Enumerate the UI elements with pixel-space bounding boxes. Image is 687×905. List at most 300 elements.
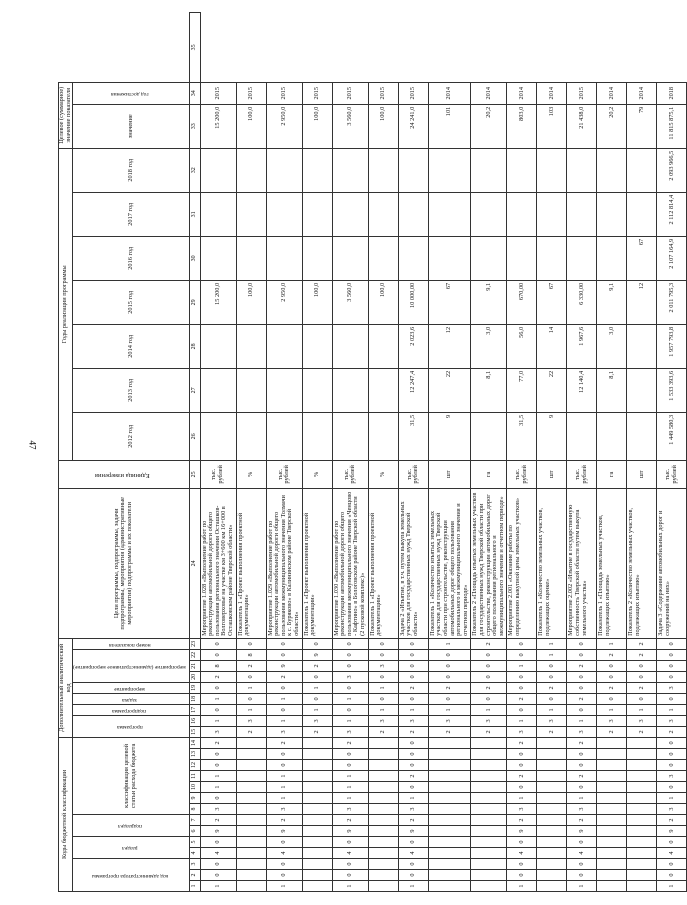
code-cell: 2: [236, 660, 266, 671]
column-number: 23: [189, 638, 200, 649]
code-cell: 3: [332, 804, 368, 815]
code-cell: 0: [200, 870, 236, 881]
code-cell: [627, 804, 657, 815]
sub-prog: программа: [73, 715, 189, 737]
table-row: [537, 13, 567, 892]
year-value-cell: [302, 148, 332, 192]
unit-cell: %: [368, 460, 398, 488]
column-number: 2: [189, 870, 200, 881]
code-cell: [302, 859, 332, 870]
code-cell: 0: [657, 671, 687, 682]
year-value-cell: [428, 148, 471, 192]
code-cell: 9: [266, 660, 302, 671]
code-cell: 1: [537, 638, 567, 649]
year-value-cell: [200, 148, 236, 192]
description-cell: Показатель 2 «Количество земельных участков, подлежащих изъятию»: [627, 488, 657, 638]
code-cell: 2: [657, 726, 687, 737]
code-cell: 0: [332, 837, 368, 848]
target-value-cell: 100,0: [302, 104, 332, 148]
year-value-cell: 1 533 393,6: [657, 368, 687, 412]
column-number: 7: [189, 815, 200, 826]
code-cell: 9: [657, 826, 687, 837]
code-cell: [428, 815, 471, 826]
code-cell: 0: [332, 760, 368, 771]
code-cell: 3: [657, 771, 687, 782]
year-value-cell: 12: [428, 324, 471, 368]
code-cell: [368, 804, 398, 815]
code-cell: [302, 749, 332, 760]
code-cell: [537, 870, 567, 881]
code-cell: 1: [657, 881, 687, 892]
code-cell: [368, 760, 398, 771]
code-cell: 1: [507, 881, 537, 892]
year-value-cell: 8,1: [597, 368, 627, 412]
code-cell: 0: [471, 660, 507, 671]
year-value-cell: [368, 236, 398, 280]
year-value-cell: [567, 412, 597, 460]
code-cell: 1: [398, 704, 428, 715]
code-cell: 2: [266, 815, 302, 826]
code-cell: [537, 815, 567, 826]
description-cell: Мероприятие 2.002 «Изъятие в государственную собственность Тверской области путем выкупа земельного участка»: [567, 488, 597, 638]
code-cell: 3: [657, 804, 687, 815]
code-cell: [537, 848, 567, 859]
sub-subprog: подпрограмма: [73, 704, 189, 715]
code-cell: 9: [332, 826, 368, 837]
year-value-cell: [236, 412, 266, 460]
code-cell: 2: [266, 737, 302, 748]
year-value-cell: 100,0: [368, 280, 398, 324]
code-cell: 0: [332, 870, 368, 881]
code-cell: 0: [428, 649, 471, 660]
column-number: 1: [189, 881, 200, 892]
code-cell: 2: [507, 737, 537, 748]
table-row: [627, 13, 657, 892]
description-cell: Мероприятие 2.001 «Оказание работы по определению выкупной цены земельных участков»: [507, 488, 537, 638]
year-value-cell: [368, 148, 398, 192]
code-cell: [236, 859, 266, 870]
code-cell: [597, 771, 627, 782]
code-cell: 9: [507, 826, 537, 837]
year-value-cell: [428, 236, 471, 280]
code-cell: 1: [597, 704, 627, 715]
code-cell: 2: [200, 671, 236, 682]
year-value-cell: 2 093 966,5: [657, 148, 687, 192]
code-cell: 2: [266, 671, 302, 682]
target-value-cell: 79: [627, 104, 657, 148]
code-cell: 0: [657, 837, 687, 848]
code-cell: 0: [398, 638, 428, 649]
column-number: 20: [189, 671, 200, 682]
code-cell: [302, 804, 332, 815]
code-cell: [236, 826, 266, 837]
code-cell: [537, 771, 567, 782]
code-cell: [236, 793, 266, 804]
code-cell: 0: [507, 704, 537, 715]
code-cell: [302, 881, 332, 892]
year-value-cell: [567, 236, 597, 280]
code-cell: 2: [627, 726, 657, 737]
year-value-cell: [627, 412, 657, 460]
code-cell: 0: [368, 649, 398, 660]
unit-cell: тыс. рублей: [200, 460, 236, 488]
code-cell: [428, 793, 471, 804]
target-value-cell: 101: [428, 104, 471, 148]
code-cell: 3: [597, 715, 627, 726]
year-value-cell: 12: [627, 280, 657, 324]
code-cell: 8: [236, 649, 266, 660]
year-value-cell: [398, 236, 428, 280]
code-cell: [428, 859, 471, 870]
code-cell: 4: [200, 848, 236, 859]
code-cell: 2: [236, 726, 266, 737]
code-cell: [368, 837, 398, 848]
code-cell: 1: [266, 771, 302, 782]
year-value-cell: 100,0: [302, 280, 332, 324]
code-cell: 0: [302, 693, 332, 704]
code-cell: 0: [507, 782, 537, 793]
code-cell: [368, 749, 398, 760]
code-cell: 2: [398, 726, 428, 737]
code-cell: 3: [368, 660, 398, 671]
code-cell: 0: [507, 837, 537, 848]
code-cell: 1: [657, 704, 687, 715]
code-cell: 1: [567, 715, 597, 726]
year-value-cell: [537, 236, 567, 280]
code-cell: 0: [398, 737, 428, 748]
year-value-cell: [236, 236, 266, 280]
code-cell: [236, 848, 266, 859]
code-cell: 2: [657, 815, 687, 826]
code-cell: 2: [200, 737, 236, 748]
code-cell: 0: [567, 782, 597, 793]
code-cell: [597, 760, 627, 771]
code-cell: 1: [332, 693, 368, 704]
year-value-cell: [507, 192, 537, 236]
description-cell: Показатель 1 «Количество изъятых земельных участков для государственных нужд Тверской области при строительстве, реконструкции автомобильных дорог общего пользования регионального и межмуниципального значения и отчетном периоде»: [428, 488, 471, 638]
unit-cell: шт: [627, 460, 657, 488]
year-value-cell: 12 247,4: [398, 368, 428, 412]
target-value-cell: 100,0: [236, 104, 266, 148]
year-value-cell: [398, 148, 428, 192]
year-value-cell: [597, 148, 627, 192]
code-cell: 0: [657, 638, 687, 649]
code-cell: [627, 848, 657, 859]
target-year-cell: 2015: [567, 82, 597, 104]
column-number: 5: [189, 837, 200, 848]
code-cell: [627, 826, 657, 837]
year-value-cell: [368, 412, 398, 460]
year-value-cell: 22: [537, 368, 567, 412]
year-value-cell: 100,0: [236, 280, 266, 324]
page-number: 47: [27, 440, 38, 450]
code-cell: 3: [266, 726, 302, 737]
year-value-cell: 67: [537, 280, 567, 324]
code-cell: 0: [428, 693, 471, 704]
code-cell: [597, 804, 627, 815]
code-cell: 0: [537, 671, 567, 682]
unit-cell: шт: [537, 460, 567, 488]
target-value-cell: 15 200,0: [200, 104, 236, 148]
code-cell: 0: [332, 638, 368, 649]
year-value-cell: [597, 412, 627, 460]
code-cell: 1: [507, 793, 537, 804]
code-cell: 2: [507, 815, 537, 826]
code-cell: [597, 837, 627, 848]
column-number: 32: [189, 148, 200, 192]
code-cell: [302, 837, 332, 848]
code-cell: [428, 804, 471, 815]
description-cell: Показатель 1 «Площадь земельных участков, подлежащих изъятию»: [597, 488, 627, 638]
unit-cell: тыс. рублей: [507, 460, 537, 488]
code-cell: 3: [657, 715, 687, 726]
code-cell: 2: [507, 693, 537, 704]
description-cell: Показатель 1 «Проект выполнения проектной документации»: [302, 488, 332, 638]
code-cell: 1: [398, 881, 428, 892]
code-cell: [471, 815, 507, 826]
year-value-cell: 2 950,0: [266, 280, 302, 324]
code-cell: 2: [398, 682, 428, 693]
code-cell: 1: [597, 638, 627, 649]
code-cell: 0: [507, 638, 537, 649]
sub-admin: код администратора программы: [73, 859, 189, 892]
code-cell: 1: [200, 782, 236, 793]
target-year-cell: 2014: [428, 82, 471, 104]
code-cell: [471, 881, 507, 892]
code-cell: 0: [567, 682, 597, 693]
year-value-cell: [428, 192, 471, 236]
column-number: 14: [189, 737, 200, 748]
target-year-cell: 2018: [657, 82, 687, 104]
code-cell: 0: [332, 682, 368, 693]
target-value-header: значение: [73, 104, 189, 148]
code-cell: 3: [567, 804, 597, 815]
description-cell: Мероприятие 1.028 «Выполнение работ по реконструкции автомобильной дороги общего пользования регионального значения Осташков-Волговерховье на участке км 3+600 км 16+000 в Осташковском районе Тверской области»: [200, 488, 236, 638]
column-number: 33: [189, 104, 200, 148]
code-cell: 8: [200, 660, 236, 671]
code-cell: [471, 848, 507, 859]
code-cell: 2: [471, 638, 507, 649]
description-cell: Показатель 2 «Площадь изъятых земельных участков для государственных нужд Тверской области при строительстве, реконструкции автомобильных дорог общего пользования регионального и межмуниципального значения и отчетном периоде»: [471, 488, 507, 638]
sub-rz: раздел: [73, 837, 189, 859]
code-cell: [236, 749, 266, 760]
code-cell: 2: [332, 815, 368, 826]
code-cell: 0: [332, 704, 368, 715]
code-cell: [597, 749, 627, 760]
table-row: [200, 13, 236, 892]
code-cell: [471, 749, 507, 760]
year-value-cell: 77,0: [507, 368, 537, 412]
code-cell: 0: [597, 660, 627, 671]
column-number: 8: [189, 804, 200, 815]
year-value-cell: 31,5: [507, 412, 537, 460]
code-cell: 0: [428, 671, 471, 682]
year-value-cell: [332, 148, 368, 192]
unit-cell: тыс. рублей: [567, 460, 597, 488]
code-cell: 2: [471, 682, 507, 693]
code-cell: 0: [200, 837, 236, 848]
column-number: 11: [189, 771, 200, 782]
year-value-cell: 3 560,0: [332, 280, 368, 324]
code-cell: 0: [537, 693, 567, 704]
year-value-cell: [537, 192, 567, 236]
target-value-cell: 20,2: [597, 104, 627, 148]
code-cell: 3: [537, 715, 567, 726]
code-cell: 0: [428, 660, 471, 671]
code-cell: 3: [332, 726, 368, 737]
code-cell: 0: [507, 749, 537, 760]
code-cell: 4: [266, 848, 302, 859]
column-number: 26: [189, 412, 200, 460]
target-year-cell: 2015: [236, 82, 266, 104]
code-cell: 0: [200, 649, 236, 660]
goals-header: Цели программы, подпрограммы, задачи подпрограммы, мероприятия (административные мероприятия) подпрограммы и их показатели: [59, 488, 190, 638]
code-cell: 0: [657, 870, 687, 881]
table-row: [657, 13, 687, 892]
year-value-cell: [236, 148, 266, 192]
column-number: 16: [189, 715, 200, 726]
program-table-sheet: [58, 12, 678, 892]
sub-pr: подраздел: [73, 815, 189, 837]
code-cell: [471, 782, 507, 793]
unit-cell: га: [597, 460, 627, 488]
year-value-cell: 9: [537, 412, 567, 460]
code-cell: 0: [507, 682, 537, 693]
year-value-cell: [332, 324, 368, 368]
target-value-cell: 103: [537, 104, 567, 148]
target-year-cell: 2014: [537, 82, 567, 104]
code-cell: 0: [332, 649, 368, 660]
target-year-cell: 2015: [398, 82, 428, 104]
code-cell: [368, 859, 398, 870]
column-number: 27: [189, 368, 200, 412]
unit-cell: тыс. рублей: [266, 460, 302, 488]
year-2017: 2017 год: [73, 192, 189, 236]
year-value-cell: [398, 192, 428, 236]
column-number: 29: [189, 280, 200, 324]
code-cell: 0: [200, 793, 236, 804]
code-cell: [471, 837, 507, 848]
code-cell: [597, 815, 627, 826]
code-cell: 0: [657, 649, 687, 660]
year-2016: 2016 год: [73, 236, 189, 280]
sub-admevent: мероприятие (административное мероприятие): [73, 649, 189, 682]
code-cell: 1: [368, 704, 398, 715]
code-cell: [597, 782, 627, 793]
description-cell: Мероприятие 1.030 «Выполнение работ по реконструкции автомобильной дороги общего пользования межмуниципального значения «Ченцово - Кафтино» в Бологовском районе Тверской области (2 пусковой комплекс)»: [332, 488, 368, 638]
code-cell: [597, 793, 627, 804]
table-row: [471, 13, 507, 892]
code-cell: [236, 771, 266, 782]
code-cell: 1: [266, 715, 302, 726]
year-value-cell: [332, 368, 368, 412]
code-cell: 3: [302, 715, 332, 726]
code-cell: 3: [657, 682, 687, 693]
unit-cell: тыс. рублей: [332, 460, 368, 488]
year-value-cell: 9: [428, 412, 471, 460]
code-cell: [368, 870, 398, 881]
target-header: Целевое (суммарное) значение показателя: [59, 82, 73, 148]
column-number: 3: [189, 859, 200, 870]
code-cell: 2: [537, 726, 567, 737]
code-cell: 3: [567, 726, 597, 737]
table-row: [236, 13, 266, 892]
code-cell: 0: [567, 870, 597, 881]
year-value-cell: [368, 192, 398, 236]
code-cell: [537, 804, 567, 815]
code-cell: [368, 737, 398, 748]
code-cell: 3: [200, 726, 236, 737]
code-cell: 0: [471, 671, 507, 682]
code-cell: 0: [398, 693, 428, 704]
code-cell: 2: [428, 682, 471, 693]
program-indicators-table: [58, 12, 687, 892]
code-cell: [627, 749, 657, 760]
code-cell: 0: [200, 749, 236, 760]
year-value-cell: [627, 324, 657, 368]
code-cell: 1: [266, 793, 302, 804]
code-cell: 3: [428, 715, 471, 726]
code-cell: 2: [597, 726, 627, 737]
code-cell: 3: [507, 804, 537, 815]
year-2013: 2013 год: [73, 368, 189, 412]
unit-cell: %: [236, 460, 266, 488]
code-cell: 4: [332, 848, 368, 859]
code-cell: [627, 870, 657, 881]
code-cell: 0: [368, 638, 398, 649]
code-cell: 0: [236, 638, 266, 649]
description-cell: Показатель 1 «Проект выполнения проектной документации»: [236, 488, 266, 638]
code-cell: 0: [398, 671, 428, 682]
unit-cell: га: [471, 460, 507, 488]
code-cell: [537, 881, 567, 892]
table-row: [398, 13, 428, 892]
year-value-cell: 670,00: [507, 280, 537, 324]
year-2012: 2012 год: [73, 412, 189, 460]
sub-num: номер показателя: [73, 638, 189, 649]
code-cell: 2: [567, 815, 597, 826]
code-cell: 1: [537, 704, 567, 715]
code-cell: 0: [200, 682, 236, 693]
year-value-cell: 8,1: [471, 368, 507, 412]
year-value-cell: [627, 148, 657, 192]
code-cell: [471, 826, 507, 837]
code-cell: 0: [398, 660, 428, 671]
code-cell: 2: [302, 726, 332, 737]
code-cell: [368, 881, 398, 892]
year-value-cell: [266, 148, 302, 192]
code-cell: 0: [266, 859, 302, 870]
code-cell: 0: [471, 693, 507, 704]
code-cell: 0: [302, 638, 332, 649]
target-value-cell: 21 438,0: [567, 104, 597, 148]
code-cell: [428, 870, 471, 881]
year-value-cell: [471, 236, 507, 280]
code-cell: 0: [657, 749, 687, 760]
year-value-cell: [332, 192, 368, 236]
code-cell: 3: [332, 671, 368, 682]
code-cell: 2: [368, 726, 398, 737]
code-cell: 0: [266, 837, 302, 848]
code-cell: 3: [368, 715, 398, 726]
code-cell: 0: [657, 782, 687, 793]
year-value-cell: [597, 236, 627, 280]
code-cell: 1: [266, 782, 302, 793]
year-value-cell: [567, 148, 597, 192]
code-cell: 2: [428, 726, 471, 737]
code-cell: 3: [507, 726, 537, 737]
code-cell: [537, 793, 567, 804]
